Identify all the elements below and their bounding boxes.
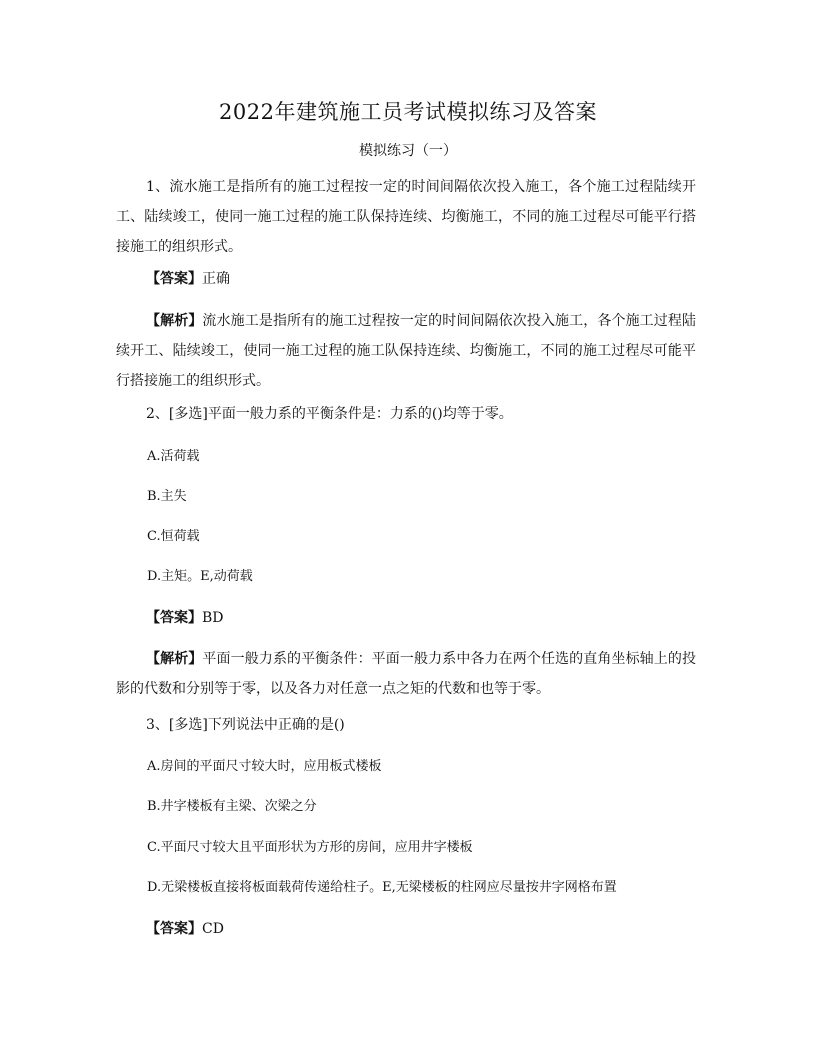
answer-value: BD: [202, 610, 224, 626]
question-3-option: D.无梁楼板直接将板面载荷传递给柱子。E,无梁楼板的柱网应尽量按井字网格布置: [147, 880, 617, 895]
analysis-label: 【解析】: [146, 651, 203, 667]
question-2-answer: [116, 603, 696, 633]
answer-value: CD: [202, 921, 224, 937]
answer-label: 【答案】: [146, 271, 202, 287]
question-3-option: C.平面尺寸较大且平面形状为方形的房间，应用井字楼板: [147, 840, 473, 855]
document-title: 2022年建筑施工员考试模拟练习及答案: [219, 100, 597, 124]
question-3-answer: [116, 914, 696, 944]
question-2-option: D.主矩。E,动荷载: [147, 569, 253, 584]
question-2-option: C.恒荷载: [147, 529, 200, 544]
question-2-option: A.活荷载: [147, 449, 200, 464]
analysis-text: 平面一般力系的平衡条件：平面一般力系中各力在两个任选的直角坐标轴上的投影的代数和分别等于零，以及各力对任意一点之矩的代数和也等于零。: [116, 651, 696, 697]
section-subtitle: 模拟练习（一）: [359, 143, 457, 159]
answer-value: 正确: [202, 271, 230, 287]
question-3-text: 3、[多选]下列说法中正确的是(): [146, 717, 345, 733]
question-2-analysis: [116, 644, 696, 704]
question-2-option: B.主失: [147, 489, 187, 504]
analysis-text: 流水施工是指所有的施工过程按一定的时间间隔依次投入施工，各个施工过程陆续开工、陆续竣工，使同一施工过程的施工队保持连续、均衡施工，不同的施工过程尽可能平行搭接施工的组织形式。: [116, 313, 696, 389]
question-1-answer: [116, 264, 696, 294]
question-1-analysis: [116, 306, 696, 396]
analysis-label: 【解析】: [146, 313, 203, 329]
question-2-text: 2、[多选]平面一般力系的平衡条件是：力系的()均等于零。: [146, 406, 513, 422]
answer-label: 【答案】: [146, 921, 202, 937]
question-3-option: A.房间的平面尺寸较大时，应用板式楼板: [147, 759, 382, 774]
question-3-option: B.井字楼板有主梁、次梁之分: [147, 799, 317, 814]
question-1-text: 1、流水施工是指所有的施工过程按一定的时间间隔依次投入施工，各个施工过程陆续开工、陆续竣工，使同一施工过程的施工队保持连续、均衡施工，不同的施工过程尽可能平行搭接施工的组织形式。: [116, 179, 696, 255]
answer-label: 【答案】: [146, 610, 202, 626]
